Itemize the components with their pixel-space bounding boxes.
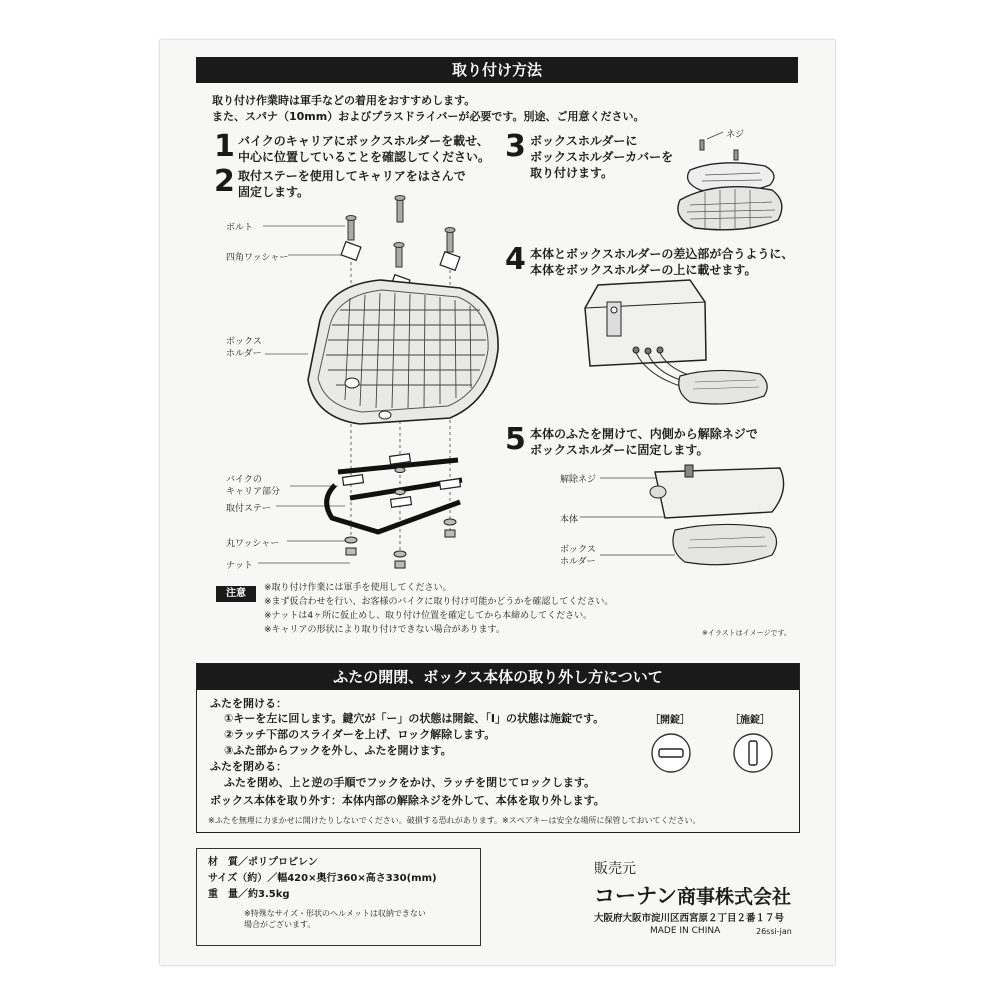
step-2-line-1: 取付ステーを使用してキャリアをはさんで [238,169,466,183]
step-4-number: 4 [505,242,526,277]
caution-tag: 注意 [216,586,256,602]
label-box-holder-2-line-1: ボックス [560,545,596,555]
step-5-line-1: 本体のふたを開けて、内側から解除ネジで [530,427,758,441]
open-step-2: ②ラッチ下部のスライダーを上げ、ロック解除します。 [224,728,496,741]
unlocked-keyhole-icon [652,734,690,772]
step-5-number: 5 [505,422,526,457]
locked-label: ［施錠］ [730,715,770,726]
step-3-line-2: ボックスホルダーカバーを [530,150,674,164]
spec-note [244,908,426,930]
label-screw: ネジ [726,130,745,140]
spec-note-line-2: 場合がございます。 [244,920,316,929]
caution-line-4: ※キャリアの形状により取り付けできない場合があります。 [264,625,505,635]
spec-note-line-1: ※特殊なサイズ・形状のヘルメットは収納できない [244,909,426,918]
spec-material: 材 質／ポリプロピレン [208,857,318,868]
label-carrier-2: キャリア部分 [226,487,281,497]
open-note: ※ふたを無理に力まかせに開けたりしないでください。破損する恐れがあります。※スペアキーは安全な場所に保管しておいてください。 [208,816,701,825]
seller-name-rest: 商事株式会社 [676,886,791,908]
label-box-holder-2-line-2: ホルダー [560,557,596,567]
step-2-number: 2 [214,164,235,199]
caution-line-1: ※取り付け作業には軍手を使用してください。 [264,583,452,593]
keyhole-diagram [160,40,835,840]
label-square-washer: 四角ワッシャー [226,253,289,263]
label-nut: ナット [226,561,253,571]
intro-line-2: また、スパナ（10mm）およびプラスドライバーが必要です。別途、ご用意ください。 [212,110,645,123]
label-body: 本体 [560,515,579,525]
open-step-3: ③ふた部からフックを外し、ふたを開けます。 [224,744,452,757]
intro-line-1: 取り付け作業時は軍手などの着用をおすすめします。 [212,94,476,107]
label-stay: 取付ステー [226,504,271,514]
open-title: ふたの開閉、ボックス本体の取り外し方について [333,668,663,686]
open-step-1: ①キーを左に回します。鍵穴が「ー」の状態は開錠、「I」の状態は施錠です。 [224,712,605,725]
close-heading: ふたを閉める： [210,760,287,773]
caution-line-3: ※ナットは4ヶ所に仮止めし、取り付け位置を確定してから本締めしてください。 [264,611,593,621]
step-2-line-2: 固定します。 [238,185,310,199]
step-5-line-2: ボックスホルダーに固定します。 [530,443,709,457]
step-1-line-1: バイクのキャリアにボックスホルダーを載せ、 [238,134,489,148]
step-4-line-1: 本体とボックスホルダーの差込部が合うように、 [530,247,794,261]
unlocked-label: ［開錠］ [650,715,690,726]
open-heading: ふたを開ける： [210,697,287,710]
seller-label: 販売元 [594,861,636,877]
label-carrier-1: バイクの [226,475,262,485]
remove-text: ボックス本体を取り外す：本体内部の解除ネジを外して、本体を取り外します。 [210,794,605,807]
locked-keyhole-icon [734,734,772,772]
step-1-number: 1 [214,129,235,164]
label-round-washer: 丸ワッシャー [226,539,280,549]
spec-weight: 重 量／約3.5kg [208,889,290,900]
instruction-sheet [160,40,835,965]
step-4-line-2: 本体をボックスホルダーの上に載せます。 [530,263,757,277]
step-3-line-1: ボックスホルダーに [530,134,638,148]
close-text: ふたを閉め、上と逆の手順でフックをかけ、ラッチを閉じてロックします。 [224,776,596,789]
label-release-screw: 解除ネジ [560,475,597,485]
label-bolt: ボルト [226,223,254,233]
seller-name-katakana: コーナン [594,884,677,908]
spec-size: サイズ（約）／幅420×奥行360×高さ330(mm) [208,873,437,884]
label-box-holder-1: ボックス [226,337,262,347]
seller-address: 大阪府大阪市淀川区西宮原２丁目２番１７号 [594,913,785,924]
image-note: ※イラストはイメージです。 [702,629,791,637]
seller-name [594,880,791,910]
caution-line-2: ※まず仮合わせを行い、お客様のバイクに取り付け可能かどうかを確認してください。 [264,597,614,607]
made-in: MADE IN CHINA [650,926,721,936]
product-code: 26ssi-jan [756,927,792,936]
step-3-number: 3 [505,129,526,164]
step-3-line-3: 取り付けます。 [530,166,614,180]
label-box-holder-2: ホルダー [226,349,262,359]
step-1-line-2: 中心に位置していることを確認してください。 [238,150,491,164]
install-title: 取り付け方法 [451,61,542,79]
